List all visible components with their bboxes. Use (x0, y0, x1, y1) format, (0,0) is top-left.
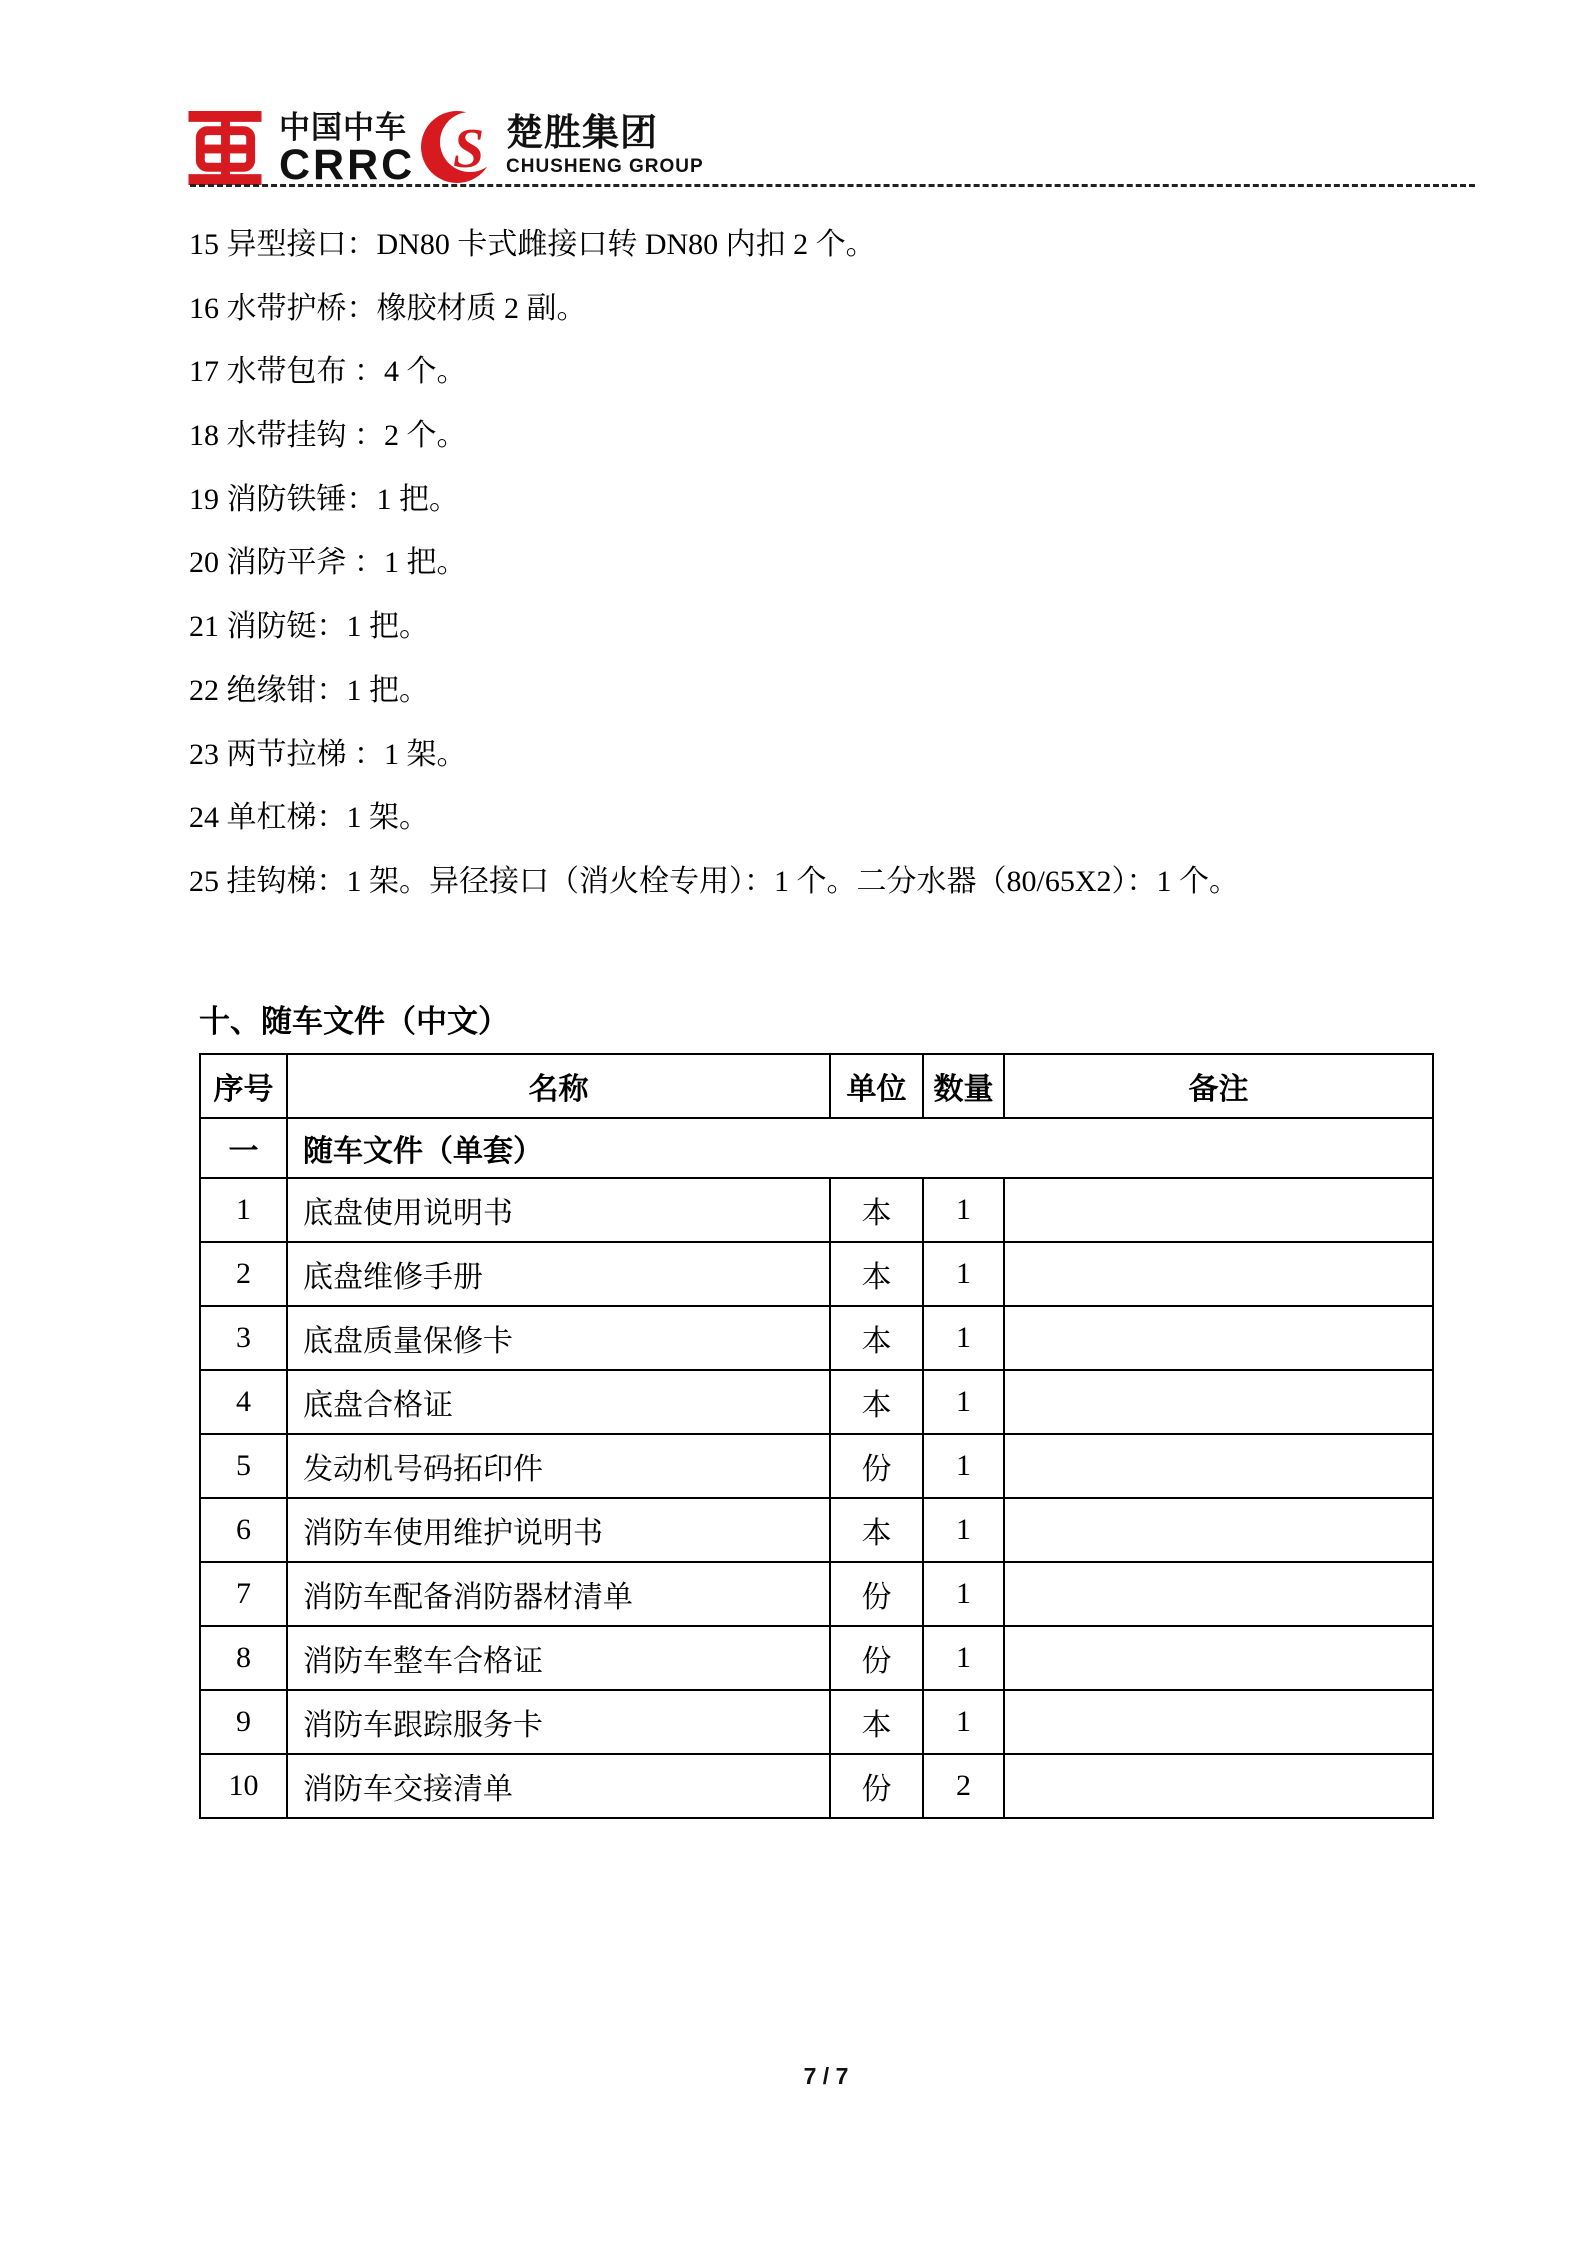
crrc-logo-icon (188, 111, 262, 186)
chusheng-logo-icon (420, 106, 500, 188)
cell-qty: 1 (923, 1178, 1004, 1242)
equipment-item-20: 20 消防平斧 ：1 把。 (189, 546, 467, 580)
cell-remark (1004, 1690, 1433, 1754)
table-row (200, 1178, 1433, 1242)
equipment-item-25: 25 挂钩梯：1 架。异径接口（消火栓专用）：1 个。二分水器（80/65X2）：1 个。 (189, 864, 1239, 898)
cell-unit: 本 (830, 1370, 923, 1434)
header-divider (190, 184, 1475, 187)
crrc-chinese-name: 中国中车 (279, 110, 407, 145)
crrc-english-name: CRRC (279, 141, 416, 189)
cell-no: 2 (200, 1242, 287, 1306)
table-row (200, 1626, 1433, 1690)
page-number: 7 / 7 (803, 2063, 849, 2089)
cell-qty: 1 (923, 1562, 1004, 1626)
cell-no: 9 (200, 1690, 287, 1754)
cell-remark (1004, 1370, 1433, 1434)
cell-unit: 份 (830, 1434, 923, 1498)
equipment-item-24: 24 单杠梯：1 架。 (189, 801, 429, 835)
table-row (200, 1242, 1433, 1306)
cell-remark (1004, 1434, 1433, 1498)
table-row (200, 1370, 1433, 1434)
cell-unit: 份 (830, 1562, 923, 1626)
cell-unit: 份 (830, 1754, 923, 1818)
table-row (200, 1498, 1433, 1562)
equipment-list (189, 213, 1489, 914)
cell-no: 3 (200, 1306, 287, 1370)
chusheng-english-name: CHUSHENG GROUP (506, 156, 704, 177)
table-header-row (200, 1054, 1433, 1118)
cell-remark (1004, 1562, 1433, 1626)
cell-remark (1004, 1178, 1433, 1242)
cell-unit: 本 (830, 1498, 923, 1562)
table-row (200, 1690, 1433, 1754)
chusheng-chinese-name: 楚胜集团 (506, 112, 658, 153)
cell-qty: 1 (923, 1306, 1004, 1370)
equipment-item-22: 22 绝缘钳：1 把。 (189, 673, 429, 707)
chusheng-wordmark (506, 114, 704, 176)
cell-qty: 1 (923, 1498, 1004, 1562)
cell-name: 消防车跟踪服务卡 (287, 1690, 830, 1754)
cell-qty: 2 (923, 1754, 1004, 1818)
cell-qty: 1 (923, 1242, 1004, 1306)
cell-no: 6 (200, 1498, 287, 1562)
documents-table (199, 1053, 1434, 1819)
cell-remark (1004, 1306, 1433, 1370)
cell-no: 5 (200, 1434, 287, 1498)
cell-name: 底盘使用说明书 (287, 1178, 830, 1242)
cell-qty: 1 (923, 1690, 1004, 1754)
equipment-item-18: 18 水带挂钩 ：2 个。 (189, 419, 467, 453)
cell-name: 底盘质量保修卡 (287, 1306, 830, 1370)
cell-remark (1004, 1498, 1433, 1562)
equipment-item-15: 15 异型接口：DN80 卡式雌接口转 DN80 内扣 2 个。 (189, 228, 876, 261)
group-row-no: 一 (200, 1118, 287, 1178)
cell-name: 发动机号码拓印件 (287, 1434, 830, 1498)
cell-name: 底盘合格证 (287, 1370, 830, 1434)
cell-remark (1004, 1754, 1433, 1818)
equipment-item-21: 21 消防铤：1 把。 (189, 610, 429, 644)
cell-no: 7 (200, 1562, 287, 1626)
cell-qty: 1 (923, 1626, 1004, 1690)
group-row-name: 随车文件（单套） (287, 1118, 1433, 1178)
equipment-item-17: 17 水带包布 ：4 个。 (189, 355, 467, 389)
equipment-item-16: 16 水带护桥：橡胶材质 2 副。 (189, 291, 587, 325)
cell-name: 消防车配备消防器材清单 (287, 1562, 830, 1626)
cell-name: 消防车整车合格证 (287, 1626, 830, 1690)
crrc-wordmark (279, 112, 415, 187)
svg-text:S: S (453, 118, 485, 180)
cell-no: 4 (200, 1370, 287, 1434)
table-row (200, 1306, 1433, 1370)
table-row (200, 1562, 1433, 1626)
table-group-row (200, 1118, 1433, 1178)
cell-qty: 1 (923, 1370, 1004, 1434)
section-title: 十、随车文件（中文） (199, 1004, 509, 1039)
col-header-remark: 备注 (1004, 1054, 1433, 1118)
cell-remark (1004, 1242, 1433, 1306)
cell-no: 8 (200, 1626, 287, 1690)
cell-name: 底盘维修手册 (287, 1242, 830, 1306)
col-header-name: 名称 (287, 1054, 830, 1118)
cell-name: 消防车交接清单 (287, 1754, 830, 1818)
cell-name: 消防车使用维护说明书 (287, 1498, 830, 1562)
document-header (0, 0, 1587, 200)
cell-unit: 份 (830, 1626, 923, 1690)
col-header-qty: 数量 (923, 1054, 1004, 1118)
col-header-unit: 单位 (830, 1054, 923, 1118)
cell-no: 1 (200, 1178, 287, 1242)
equipment-item-23: 23 两节拉梯 ：1 架。 (189, 737, 467, 771)
cell-qty: 1 (923, 1434, 1004, 1498)
cell-unit: 本 (830, 1690, 923, 1754)
equipment-item-19: 19 消防铁锤：1 把。 (189, 482, 459, 516)
col-header-no: 序号 (200, 1054, 287, 1118)
cell-remark (1004, 1626, 1433, 1690)
table-row (200, 1434, 1433, 1498)
cell-no: 10 (200, 1754, 287, 1818)
cell-unit: 本 (830, 1306, 923, 1370)
table-row (200, 1754, 1433, 1818)
cell-unit: 本 (830, 1178, 923, 1242)
cell-unit: 本 (830, 1242, 923, 1306)
